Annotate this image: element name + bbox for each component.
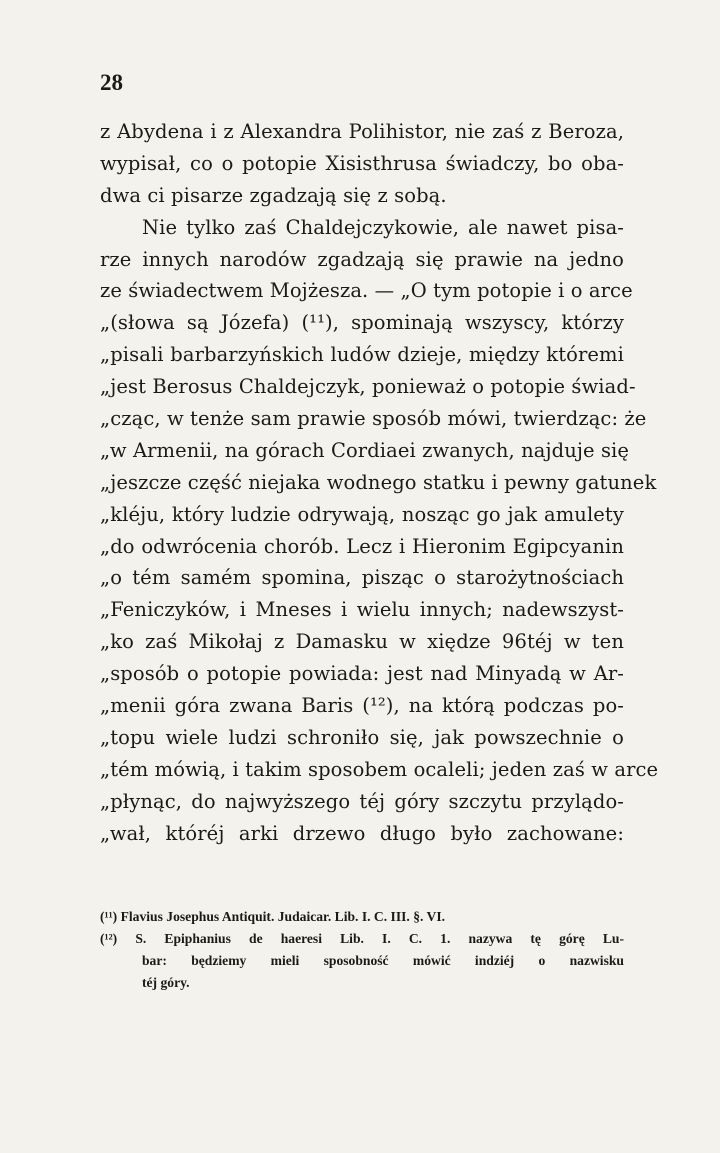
text-line: „o tém samém spomina, pisząc o starożytnościach: [100, 566, 624, 590]
text-line: „jest Berosus Chaldejczyk, ponieważ o potopie świad-: [100, 375, 636, 399]
text-line: „jeszcze część niejaka wodnego statku i pewny gatunek: [100, 470, 657, 494]
text-line: „wał, któréj arki drzewo długo było zachowane:: [100, 821, 624, 845]
text-line: „Feniczyków, i Mneses i wielu innych; nadewszyst-: [100, 598, 624, 622]
text-line: „płynąc, do najwyższego téj góry szczytu przylądo-: [100, 789, 624, 813]
text-line: „(słowa są Józefa) (¹¹), spominają wszyscy, którzy: [100, 311, 624, 335]
text-line: „cząc, w tenże sam prawie sposób mówi, twierdząc: że: [100, 407, 647, 431]
text-line: „topu wiele ludzi schroniło się, jak powszechnie o: [100, 725, 624, 749]
text-line: ze świadectwem Mojżesza. — „O tym potopie i o arce: [100, 279, 633, 303]
text-line: „menii góra zwana Baris (¹²), na którą podczas po-: [100, 694, 624, 718]
footnote-line: bar: będziemy mieli sposobność mówić indziéj o nazwisku: [142, 953, 624, 968]
text-line: z Abydena i z Alexandra Polihistor, nie zaś z Beroza,: [100, 120, 624, 143]
footnote-line: téj góry.: [142, 975, 190, 990]
footnote-line: (¹¹) Flavius Josephus Antiquit. Judaicar. Lib. I. C. III. §. VI.: [100, 909, 446, 924]
page-number: 28: [100, 70, 123, 95]
text-line: Nie tylko zaś Chaldejczykowie, ale nawet pisa-: [142, 215, 624, 239]
text-line: dwa ci pisarze zgadzają się z sobą.: [100, 183, 447, 207]
text-line: „kléju, który ludzie odrywają, nosząc go jak amulety: [100, 502, 624, 526]
footnote-line: (¹²) S. Epiphanius de haeresi Lib. I. C. 1. nazywa tę górę Lu-: [100, 931, 624, 946]
text-line: „ko zaś Mikołaj z Damasku w xiędze 96téj w ten: [100, 630, 624, 654]
text-line: „w Armenii, na górach Cordiaei zwanych, najduje się: [100, 438, 630, 462]
text-line: rze innych narodów zgadzają się prawie na jedno: [100, 247, 624, 271]
text-line: „do odwrócenia chorób. Lecz i Hieronim Egipcyanin: [100, 534, 624, 558]
body-text: [100, 116, 659, 849]
text-line: „tém mówią, i takim sposobem ocaleli; jeden zaś w arce: [100, 757, 659, 781]
footnotes: [100, 906, 624, 994]
text-line: „pisali barbarzyńskich ludów dzieje, między któremi: [100, 343, 624, 367]
text-line: wypisał, co o potopie Xisisthrusa świadczy, bo oba-: [100, 151, 624, 175]
text-line: „sposób o potopie powiada: jest nad Minyadą w Ar-: [100, 662, 624, 686]
